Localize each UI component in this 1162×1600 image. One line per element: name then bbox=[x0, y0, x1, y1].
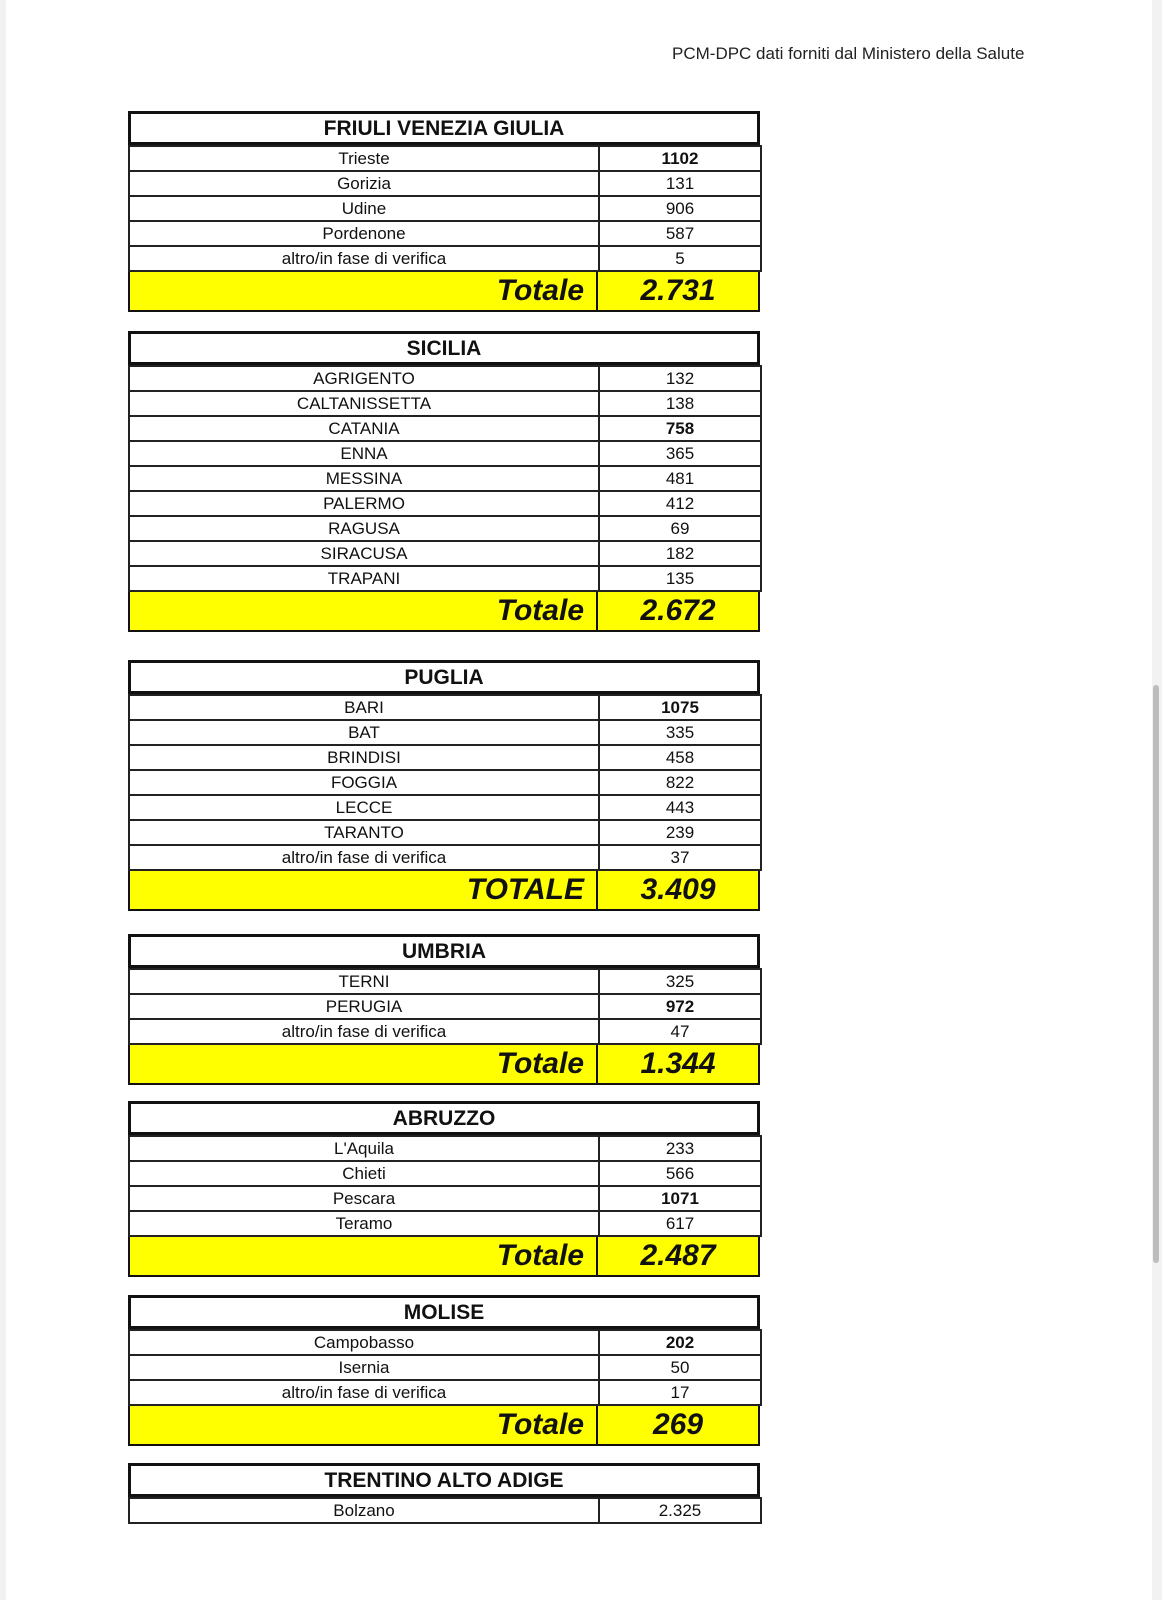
province-row bbox=[129, 171, 761, 196]
province-name: FOGGIA bbox=[129, 770, 599, 795]
province-value: 50 bbox=[599, 1355, 761, 1380]
total-label: Totale bbox=[130, 272, 598, 310]
total-value: 2.731 bbox=[640, 274, 716, 307]
total-value: 2.672 bbox=[640, 594, 716, 627]
province-value: 2.325 bbox=[599, 1498, 761, 1523]
source-note: PCM-DPC dati forniti dal Ministero della Salute bbox=[672, 44, 1025, 63]
province-name: Udine bbox=[129, 196, 599, 221]
total-row bbox=[128, 592, 760, 632]
province-value: 1071 bbox=[599, 1186, 761, 1211]
region-title: MOLISE bbox=[128, 1295, 760, 1329]
province-name: CATANIA bbox=[129, 416, 599, 441]
province-value: 412 bbox=[599, 491, 761, 516]
region-table bbox=[128, 111, 760, 312]
province-name: Pescara bbox=[129, 1186, 599, 1211]
province-list bbox=[128, 1329, 762, 1406]
province-list bbox=[128, 145, 762, 272]
total-value: 1.344 bbox=[640, 1047, 716, 1080]
province-row bbox=[129, 566, 761, 591]
province-name: Trieste bbox=[129, 146, 599, 171]
province-value: 906 bbox=[599, 196, 761, 221]
province-row bbox=[129, 366, 761, 391]
region-title: PUGLIA bbox=[128, 660, 760, 694]
province-row bbox=[129, 1498, 761, 1523]
province-row bbox=[129, 441, 761, 466]
province-name: MESSINA bbox=[129, 466, 599, 491]
region-table bbox=[128, 1295, 760, 1446]
province-row bbox=[129, 695, 761, 720]
total-row bbox=[128, 272, 760, 312]
region-title: SICILIA bbox=[128, 331, 760, 365]
total-label: Totale bbox=[130, 592, 598, 630]
province-row bbox=[129, 246, 761, 271]
province-list bbox=[128, 1135, 762, 1237]
province-name: BRINDISI bbox=[129, 745, 599, 770]
province-name: BAT bbox=[129, 720, 599, 745]
province-name: RAGUSA bbox=[129, 516, 599, 541]
province-row bbox=[129, 391, 761, 416]
province-value: 758 bbox=[599, 416, 761, 441]
province-name: PERUGIA bbox=[129, 994, 599, 1019]
province-value: 182 bbox=[599, 541, 761, 566]
province-row bbox=[129, 541, 761, 566]
province-value: 1075 bbox=[599, 695, 761, 720]
region-title: FRIULI VENEZIA GIULIA bbox=[128, 111, 760, 145]
total-value: 3.409 bbox=[640, 873, 716, 906]
total-value: 2.487 bbox=[640, 1239, 716, 1272]
province-name: BARI bbox=[129, 695, 599, 720]
province-name: CALTANISSETTA bbox=[129, 391, 599, 416]
total-row bbox=[128, 1045, 760, 1085]
total-row bbox=[128, 1237, 760, 1277]
province-name: TRAPANI bbox=[129, 566, 599, 591]
province-value: 131 bbox=[599, 171, 761, 196]
province-value: 335 bbox=[599, 720, 761, 745]
province-value: 135 bbox=[599, 566, 761, 591]
province-row bbox=[129, 221, 761, 246]
total-value: 269 bbox=[652, 1408, 704, 1441]
province-value: 233 bbox=[599, 1136, 761, 1161]
province-name: Pordenone bbox=[129, 221, 599, 246]
total-label: Totale bbox=[130, 1045, 598, 1083]
province-row bbox=[129, 770, 761, 795]
province-row bbox=[129, 845, 761, 870]
province-value: 443 bbox=[599, 795, 761, 820]
province-value: 5 bbox=[599, 246, 761, 271]
total-row bbox=[128, 871, 760, 911]
province-name: AGRIGENTO bbox=[129, 366, 599, 391]
province-name: L'Aquila bbox=[129, 1136, 599, 1161]
province-value: 481 bbox=[599, 466, 761, 491]
total-row bbox=[128, 1406, 760, 1446]
province-value: 37 bbox=[599, 845, 761, 870]
province-row bbox=[129, 146, 761, 171]
total-label: TOTALE bbox=[130, 871, 598, 909]
province-row bbox=[129, 745, 761, 770]
province-value: 365 bbox=[599, 441, 761, 466]
province-row bbox=[129, 1380, 761, 1405]
province-row bbox=[129, 1186, 761, 1211]
province-value: 822 bbox=[599, 770, 761, 795]
province-row bbox=[129, 820, 761, 845]
province-row bbox=[129, 969, 761, 994]
province-list bbox=[128, 1497, 762, 1524]
province-name: Chieti bbox=[129, 1161, 599, 1186]
province-row bbox=[129, 1211, 761, 1236]
province-row bbox=[129, 516, 761, 541]
province-value: 47 bbox=[599, 1019, 761, 1044]
region-table bbox=[128, 1101, 760, 1277]
province-row bbox=[129, 416, 761, 441]
province-row bbox=[129, 1161, 761, 1186]
province-row bbox=[129, 466, 761, 491]
province-name: altro/in fase di verifica bbox=[129, 1380, 599, 1405]
province-value: 239 bbox=[599, 820, 761, 845]
province-name: Isernia bbox=[129, 1355, 599, 1380]
province-name: Bolzano bbox=[129, 1498, 599, 1523]
province-name: Teramo bbox=[129, 1211, 599, 1236]
province-row bbox=[129, 1355, 761, 1380]
province-row bbox=[129, 1330, 761, 1355]
region-table bbox=[128, 934, 760, 1085]
province-row bbox=[129, 491, 761, 516]
province-value: 17 bbox=[599, 1380, 761, 1405]
province-name: altro/in fase di verifica bbox=[129, 845, 599, 870]
province-row bbox=[129, 1136, 761, 1161]
province-name: ENNA bbox=[129, 441, 599, 466]
province-name: altro/in fase di verifica bbox=[129, 246, 599, 271]
province-list bbox=[128, 365, 762, 592]
province-value: 69 bbox=[599, 516, 761, 541]
province-value: 202 bbox=[599, 1330, 761, 1355]
province-row bbox=[129, 1019, 761, 1044]
province-value: 138 bbox=[599, 391, 761, 416]
region-table bbox=[128, 1463, 760, 1524]
province-name: SIRACUSA bbox=[129, 541, 599, 566]
province-name: LECCE bbox=[129, 795, 599, 820]
region-title: ABRUZZO bbox=[128, 1101, 760, 1135]
province-name: TARANTO bbox=[129, 820, 599, 845]
province-value: 1102 bbox=[599, 146, 761, 171]
province-name: PALERMO bbox=[129, 491, 599, 516]
total-label: Totale bbox=[130, 1237, 598, 1275]
province-value: 617 bbox=[599, 1211, 761, 1236]
province-name: Campobasso bbox=[129, 1330, 599, 1355]
total-label: Totale bbox=[130, 1406, 598, 1444]
province-value: 132 bbox=[599, 366, 761, 391]
province-value: 458 bbox=[599, 745, 761, 770]
province-name: TERNI bbox=[129, 969, 599, 994]
region-title: TRENTINO ALTO ADIGE bbox=[128, 1463, 760, 1497]
province-value: 325 bbox=[599, 969, 761, 994]
province-value: 587 bbox=[599, 221, 761, 246]
province-name: Gorizia bbox=[129, 171, 599, 196]
province-row bbox=[129, 994, 761, 1019]
province-row bbox=[129, 795, 761, 820]
province-row bbox=[129, 720, 761, 745]
province-name: altro/in fase di verifica bbox=[129, 1019, 599, 1044]
region-table bbox=[128, 331, 760, 632]
province-list bbox=[128, 694, 762, 871]
province-value: 972 bbox=[599, 994, 761, 1019]
scrollbar[interactable] bbox=[1153, 685, 1159, 1263]
region-table bbox=[128, 660, 760, 911]
region-title: UMBRIA bbox=[128, 934, 760, 968]
province-value: 566 bbox=[599, 1161, 761, 1186]
province-list bbox=[128, 968, 762, 1045]
province-row bbox=[129, 196, 761, 221]
